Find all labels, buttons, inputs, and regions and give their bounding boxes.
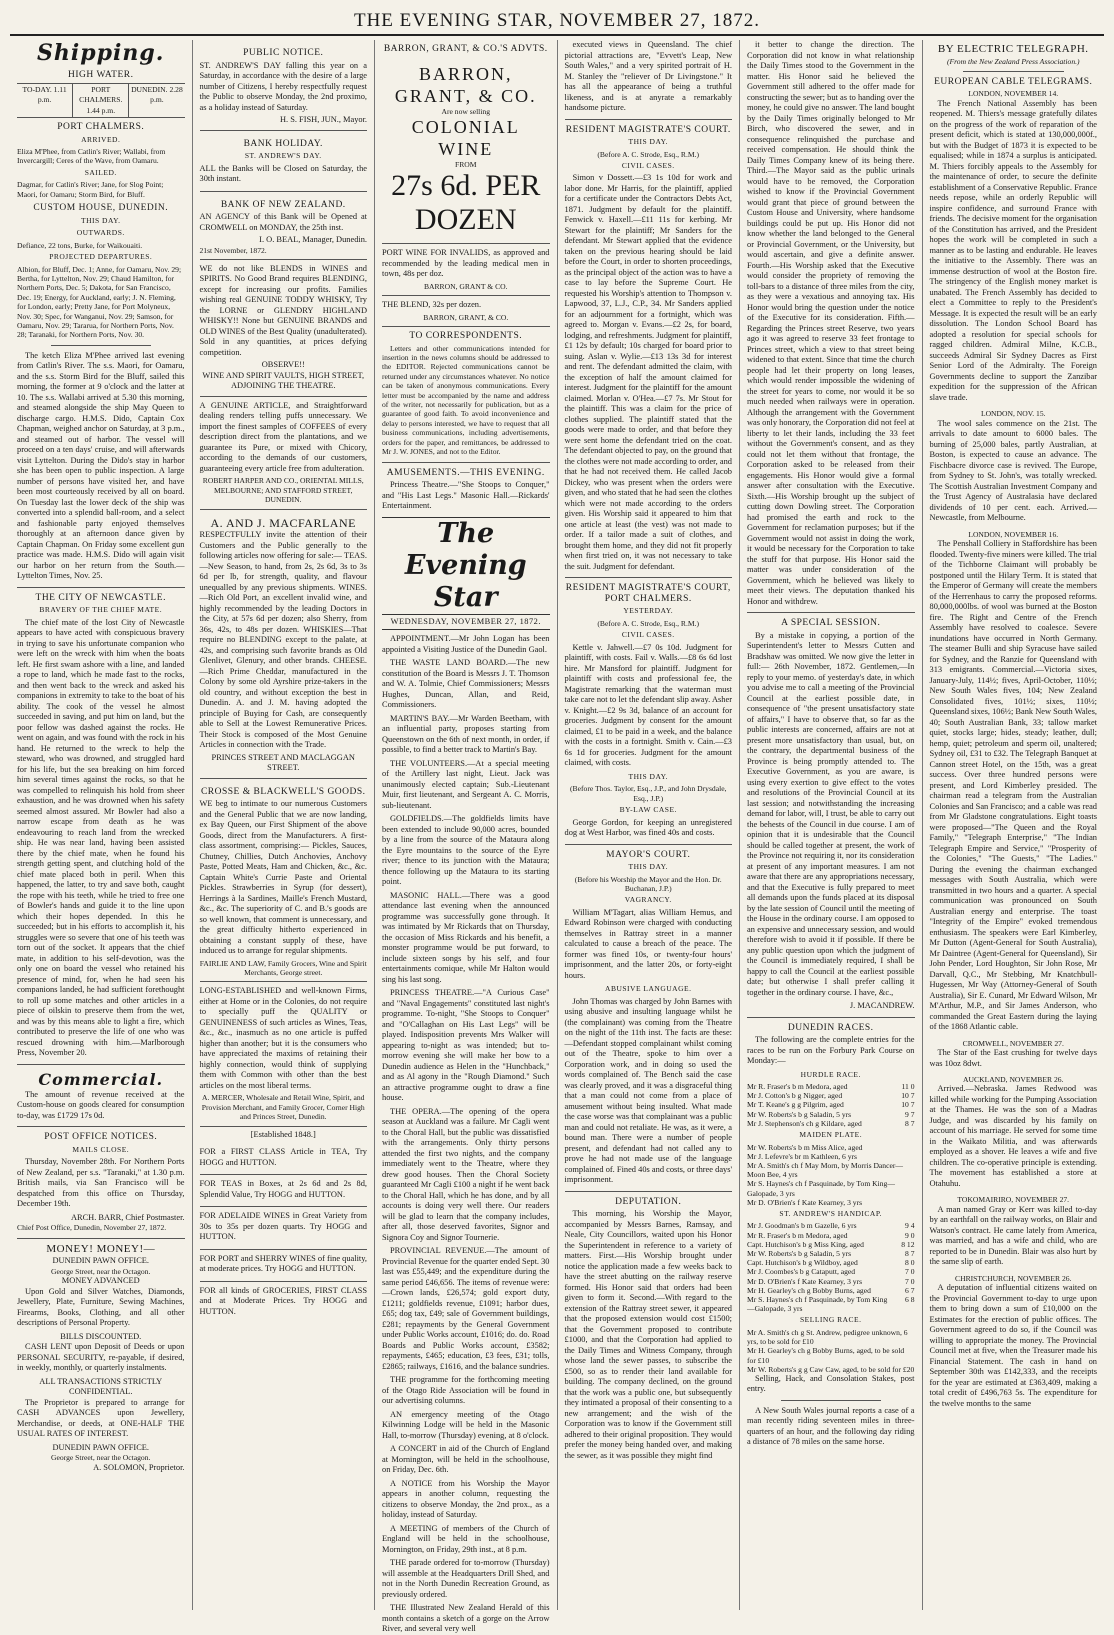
entry-name: Mr H. Gearley's ch g Bobby Burns, aged, to be sold for £10	[747, 1346, 905, 1365]
newcastle-subheading: BRAVERY OF THE CHIEF MATE.	[39, 605, 163, 615]
tide-cell: PORT CHALMERS. 1.44 p.m.	[73, 84, 129, 118]
entry-weight: 7 0	[905, 1267, 915, 1277]
entry-name: Mr R. Fraser's b m Medora, aged	[747, 1230, 848, 1240]
telegram-item	[930, 409, 1098, 523]
divider	[565, 119, 733, 120]
crosse-ad	[200, 779, 368, 983]
bnz-date: 21st November, 1872.	[199, 245, 267, 255]
news-paragraph: THE OPERA.—The opening of the opera season at Auckland was a failure. Mr Cagli went to the Choral Hall, but the public was dissatisfied with the arrangements. Only thirty persons attended the first two nights, and the company immediately went to the Theatre, where they drew good houses. Then the Choral Society guaranteed Mr Cagli £100 a night if he went back to the Choral Hall, which he has done, and by all accounts is doing very well there. Our readers will be glad to learn that the company includes, after all, those deserved favorites, Signor and Signora Coy and Signor Tournerie.	[382, 1106, 550, 1242]
telegram-item	[930, 1274, 1098, 1409]
vagrancy-heading: VAGRANCY.	[624, 895, 672, 905]
divider	[565, 577, 733, 578]
commercial-article: The amount of revenue received at the Custom-house on goods cleared for consumption to-day, was £1729 17s 0d.	[17, 1089, 185, 1120]
telegram-item	[930, 1075, 1098, 1189]
table-row	[747, 1119, 915, 1128]
divider	[565, 1191, 733, 1192]
pawn-office-address-2: George Street, near the Octagon.	[51, 1453, 151, 1463]
blend-body: THE BLEND, 32s per dozen.	[382, 300, 482, 310]
macandrew-signature: J. MACANDREW.	[849, 1001, 915, 1010]
column-2	[193, 40, 376, 1610]
entry-name: Capt. Hutchison's b g Wildboy, aged	[747, 1258, 858, 1268]
before-2: (Before Thos. Taylor, Esq., J.P., and John Drysdale, Esq., J.P.)	[570, 784, 727, 803]
races-heading: DUNEDIN RACES.	[787, 1022, 874, 1033]
news-paragraph: THE WASTE LAND BOARD.—The new constitution of the Board is Messrs J. T. Thomson and W. A. Tolmie, Chief Commissioners; Messrs Hughes, Duncan, Allan, and Reid, Commissioners.	[382, 658, 550, 709]
hutton-ad-text: FOR ADELAIDE WINES in Great Variety from 30s to 35s per dozen quarts. Try HOGG and HUTTON.	[199, 1211, 367, 1242]
column-1	[10, 40, 193, 1610]
entry-weight: 10 7	[901, 1100, 915, 1110]
news-paragraph: APPOINTMENT.—Mr John Logan has been appointed a Visiting Justice of the Dunedin Gaol.	[382, 634, 550, 654]
coffee-ad	[200, 397, 368, 510]
selling-race-table	[747, 1328, 915, 1374]
telegram-body: The wool sales commence on the 21st. The arrivals to date amount to 6000 bales. The burning of 25,000 bales, partly Australian, at Boston, is expected to cause an advance. The Fischbacre divorce case is revived. The Europe, from Sydney to St. John's, was totally wrecked. The Scottish Australian Investment Company and the Trust Agency of Australasia have declared dividends of 10 per cent. each. Arrived.—Newcastle, from Melbourne.	[929, 418, 1097, 523]
rm-court-body: Simon v Dossett.—£3 1s 10d for work and labor done. Mr Harris, for the plaintiff, applied for a certificate under the Contractors Debts Act, 1871. Judgment by default for the plaintiff. Fenwick v. Haxell.—£11 11s for kerbing. Mr Stewart for the plaintiff; Mr Sanders for the defendant. Mr Stewart applied that the evidence taken on the previous hearing should be laid before the Court, in order to shorten proceedings, as the principal object of the action was to have a case to lay before the Supreme Court. He requested his Worship's attention to Thompson v. Lapwood, 37, L.J., C.P., 34. Mr Sanders applied for an adjournment for a fortnight, which was agreed to. Morgan v. Evans.—£2 2s, for board, lodging, and refreshments. Judgment for plaintiff, £1 12s by default; 10s charged for board prior to suing. Aslan v. Wylie.—£13 13s 3d for interest and rent. The defendant admitted the claim, with the exception of half the amount claimed for interest. Judgment for the plaintiff for the amount claimed. Morlan v. O'Hea.—£7 7s. Mr Stout for the plaintiff. This was a claim for the price of clothes supplied. The plaintiff stated that the goods were made to order, and that before they were sent home the defendant tried on the coat. The defendant objected to pay, on the ground that the clothes were not made according to order, and that he had not received them. He called Jacob Dickey, who was present when the orders were given, and who stated that he had seen the clothes which were not made according to the orders given. His Worship said it appeared to him that one article at least (the vest) was not made to order. If a tailor made a suit of clothes, and brought them home, and they did not fit properly when first tried on, it was not necessary to take the suit. Judgment for defendant.	[564, 173, 732, 571]
entry-name: Mr J. Goodman's b m Gazelle, 6 yrs	[747, 1221, 857, 1231]
blend-signature: BARRON, GRANT, & CO.	[423, 312, 509, 322]
telegram-dateline: TOKOMAIRIRO, NOVEMBER 27.	[957, 1195, 1070, 1205]
entry-name: Mr J. Stephenson's ch g Kildare, aged	[747, 1118, 862, 1128]
divider	[963, 71, 1064, 72]
proprietor-signature: A. SOLOMON, Proprietor.	[93, 1462, 185, 1472]
macfarlane-body: RESPECTFULLY invite the attention of their Customers and the Public generally to the following articles now offering for sale:— TEAS.—New Season, to hand, from 2s, 2s 6d, 3s to 3s 6d per lb, for strength, quality, and flavour unequalled by any previous shipments. WINES.—Rich Old Port, an excellent invalid wine, and highly recommended by the leading Doctors in the City, at 57s 6d per dozen; also Sherry, from 36s, 42s, to 48s per dozen. WHISKIES—That require no BLENDING except to the palate, at 42s, and comprising such favorite brands as Old Glenlivet, Glenury, and other brands. CHEESE.—Rich Prime Cheddar, manufactured in the Colony by some old Ayrshire prize-takers in the old country, and without exception the best in Dunedin. A. and J. M. having adopted the principle of Buying for Cash, are consequently able to Sell at the Lowest Remunerative Prices. Their Stock is composed of the Most Genuine Articles in connection with the Trade.	[199, 530, 367, 750]
races-intro: The following are the complete entries for the races to be run on the Forbury Park Course on Monday:—	[747, 1035, 915, 1065]
special-session-body: By a mistake in copying, a portion of the Superintendent's letter to Messrs Cutten and Bradshaw was omitted. We now give the letter in full:— 26th November, 1872. Gentlemen,—In reply to your memo. of yesterday's date, in which you advise me to call a meeting of the Provincial Council at the earliest possible date, in consequence of "the present unsatisfactory state of affairs," I have to observe that, so far as the public interests are concerned, affairs are not at present more unsatisfactory than usual, but, on the contrary, the departmental business of the Province is being promptly attended to. The Executive Government, as you are aware, is using every exertion to give effect to the votes and resolutions of the Provincial Council at its last session; and notwithstanding the increasing demand for labor, will, I trust, be able to carry out the behests of the Council in due course. I am of opinion that it is undesirable that the Council should be called together at present, the work of the Province not requiring it, nor its consideration at present of any important measures. I am not aware that there are any appropriations necessary, and that the Executive is fully prepared to meet all demands upon the funds placed at its disposal by the late session of Council until the meeting of the House in the ordinary course. I am opposed to an expensive and unnecessary session, and would therefore wish to avoid it if possible. If there be any public question upon which the judgment of the Council is immediately required, I shall be happy to call the Council at the earliest possible date; but otherwise I shall prefer calling it together in the ordinary course. I have, &c.,	[747, 630, 915, 997]
public-notice-ad	[200, 40, 368, 131]
rmpc-civil-heading: CIVIL CASES.	[621, 630, 675, 640]
hutton-ad-text: FOR TEAS in Boxes, at 2s 6d and 2s 8d, Splendid Value, Try HOGG and HUTTON.	[199, 1179, 367, 1199]
deputation-heading: DEPUTATION.	[615, 1196, 682, 1207]
vagrancy-body: William M'Tagart, alias William Hemus, and Edward Robinson were charged with conducting themselves in Rattray street in a manner calculated to cause a breach of the peace. The former was fined 10s, or twenty-four hours' imprisonment, and the latter 20s, or forty-eight hours.	[564, 907, 732, 980]
news-paragraph: MARTIN'S BAY.—Mr Warden Beetham, with an influential party, proposes starting from Queenstown on the 6th of next month, in order, if possible, to find a better track to Martin's Bay.	[382, 713, 550, 754]
high-water-heading: HIGH WATER.	[68, 70, 134, 80]
entry-name: Mr W. Roberts's b m Miss Alice, aged	[747, 1142, 863, 1152]
post-office-date: Chief Post Office, Dunedin, November 27, 1872.	[17, 1223, 167, 1233]
divider	[17, 1238, 185, 1239]
entry-weight: 8 7	[905, 1118, 915, 1128]
tide-cell: DUNEDIN. 2.28 p.m.	[131, 84, 183, 104]
this-day-2: THIS DAY.	[628, 771, 668, 781]
pawn-office-name-2: DUNEDIN PAWN OFFICE.	[52, 1442, 149, 1452]
table-row	[747, 1240, 915, 1249]
mayors-before: (Before his Worship the Mayor and the Hon. Dr. Buchanan, J.P.)	[574, 874, 722, 894]
civil-cases-heading: CIVIL CASES.	[621, 160, 675, 170]
mercer-signature: A. MERCER, Wholesale and Retail Wine, Spirit, and Provision Merchant, and Family Grocer, Corner High and Princes Street, Dunedin.	[201, 1093, 365, 1122]
barron-ads-heading: BARRON, GRANT, & CO.'S ADVTS.	[383, 44, 548, 54]
mayors-court-heading: MAYOR'S COURT.	[606, 849, 691, 860]
bills-discounted: BILLS DISCOUNTED.	[60, 1331, 142, 1341]
vaults-label: WINE AND SPIRIT VAULTS, HIGH STREET, ADJOINING THE THEATRE.	[202, 370, 365, 391]
telegram-dateline: LONDON, NOVEMBER 14.	[968, 89, 1059, 99]
crosse-heading: CROSSE & BLACKWELL'S GOODS.	[200, 786, 366, 797]
abusive-heading: ABUSIVE LANGUAGE.	[605, 984, 692, 994]
bylaw-heading: BY-LAW CASE.	[619, 805, 677, 815]
entry-weight: 9 0	[905, 1230, 915, 1240]
telegram-dateline: CROMWELL, NOVEMBER 27.	[962, 1038, 1064, 1048]
bank-holiday-heading: BANK HOLIDAY.	[243, 138, 323, 149]
columns	[10, 40, 1104, 1633]
entry-name: Capt. Hutchison's b g Miss King, aged	[747, 1239, 864, 1249]
entry-name: Mr R. Fraser's b m Medora, aged	[747, 1082, 848, 1091]
bnz-signature: I. O. BEAL, Manager, Dunedin.	[259, 235, 367, 244]
blends-body: WE do not like BLENDS in WINES and SPIRITS. No Good Brand requires BLENDING, except for increasing our profits. Families wishing real GENUINE TODDY WHISKY, Try the LORNE or GLENDRY HIGHLAND WHISKY!! None but GENUINE BRANDS and OLD WINES of the Best Quality (unadulterated). Sold in any quantities, at prices defying competition.	[199, 263, 367, 357]
established-label: [Established 1848.]	[250, 1129, 316, 1139]
wine-price: 27s 6d. PER DOZEN	[391, 169, 541, 237]
entry-name: Mr W. Roberts's g g Caw Caw, aged, to be sold for £20	[747, 1364, 915, 1374]
colonial-wine: COLONIAL WINE	[411, 116, 520, 159]
this-day-label: THIS DAY.	[80, 215, 121, 225]
sailed-list: Dagmar, for Catlin's River; Jane, for Slog Point; Maori, for Oamaru; Storm Bird, for Bluff.	[17, 180, 164, 199]
cable-heading: EUROPEAN CABLE TELEGRAMS.	[934, 76, 1093, 87]
entry-name: Mr D. O'Brien's f Kate Kearney, 3 yrs	[747, 1197, 863, 1207]
shipping-heading: Shipping.	[37, 40, 165, 66]
divider	[17, 587, 185, 588]
telegram-body: A deputation of influential citizens waited on the Provincial Government to-day to urge upon them to bring down a sum of £10,000 on the Estimates for the erection of public offices. The Government agreed to do so, if the Council was willing to appropriate the money. The Provincial Council met at five, when the Treasurer made his Financial Statement. The cash in hand on September 30th was £142,333, and the receipts for the year are estimated at £363,409, making a total credit of £496,763 5s. The expenditure for the twelve months to the same	[929, 1283, 1097, 1408]
table-row	[747, 1082, 915, 1091]
crosse-signature: FAIRLIE AND LAW, Family Grocers, Wine and Spirit Merchants, George street.	[199, 958, 367, 978]
amusements-heading: AMUSEMENTS.—THIS EVENING.	[386, 467, 545, 478]
customs-heading: CUSTOM HOUSE, DUNEDIN.	[33, 203, 169, 214]
blends-ad	[200, 260, 368, 397]
column-3	[375, 40, 558, 1633]
entry-name: Mr W. Roberts's b g Saladin, 5 yrs	[747, 1109, 852, 1119]
table-row	[747, 1110, 915, 1119]
hutton-ad-text: FOR a FIRST CLASS Article in TEA, Try HOGG and HUTTON.	[199, 1147, 367, 1167]
table-row	[747, 1258, 915, 1267]
outwards-list: Defiance, 22 tons, Burke, for Waikouaiti.	[17, 240, 143, 250]
entry-weight: 11 0	[901, 1082, 915, 1091]
telegram-item	[930, 1195, 1098, 1267]
commercial-heading: Commercial.	[38, 1069, 164, 1089]
issue-dateline: WEDNESDAY, NOVEMBER 27, 1872.	[382, 617, 550, 631]
rm-this-day: THIS DAY.	[628, 137, 668, 146]
projected-list: Albion, for Bluff, Dec. 1; Anne, for Oamaru, Nov. 29; Bertha, for Lyttelton, Nov. 29; Chaud Hamilton, for Northern Ports, Dec. 5; Dakota, for San Francisco, Dec. 19; Energy, for Auckland, early; J. N. Fleming, for London, early; Pretty Jane, for Port Molyneux, Nov. 30; Spec, for Wanganui, Nov. 29; Samson, for Oamaru, Nov. 29; Tararua, for Northern Ports, Nov. 28; Taranaki, for Northern Ports, Nov. 30.	[17, 264, 182, 340]
special-session-heading: A SPECIAL SESSION.	[781, 618, 881, 628]
money-heading: MONEY! MONEY!—	[46, 1242, 156, 1255]
hurdle-race-heading: HURDLE RACE.	[800, 1069, 861, 1079]
port-heading: PORT CHALMERS.	[57, 122, 145, 132]
hutton-ad-2	[200, 1175, 368, 1207]
news-paragraph: A NOTICE from his Worship the Mayor appears in another column, requesting the citizens to observe Monday, the 2nd prox., as a holiday, instead of Saturday.	[382, 1478, 550, 1519]
macfarlane-heading: A. AND J. MACFARLANE	[210, 515, 356, 530]
princes-street-label: PRINCES STREET AND MACLAGGAN STREET.	[211, 752, 355, 773]
entry-weight: 8 12	[901, 1239, 915, 1249]
news-paragraph: A MEETING of members of the Church of England will be held in the schoolhouse, Mornington, on Friday, 29th inst., at 8 p.m.	[382, 1523, 550, 1554]
port-wine-body: PORT WINE FOR INVALIDS, as approved and recommended by the leading medical men in town, 48s per doz.	[382, 248, 550, 279]
entry-name: Mr S. Haynes's ch f Pasquinade, by Tom King—Galopade, 3 yrs	[747, 1295, 888, 1314]
entry-weight: 8 7	[905, 1249, 915, 1259]
news-paragraph: THE VOLUNTEERS.—At a special meeting of the Artillery last night, Lieut. Jack was unanimously elected captain; Sub.-Lieutenant Muir, first lieutenant, and Sergeant A. C. Morris, sub-lieutenant.	[382, 758, 550, 810]
news-paragraph: MASONIC HALL.—There was a good attendance last evening when the announced programme was successfully gone through. It was intimated by Mr Rickards that on Thursday, the occasion of Miss Rickards and his benefit, a monster programme would be put forward, to include sixteen songs by his self, and four entertainments comique, while Mr Halton would sing his last song.	[382, 890, 550, 984]
telegram-body: A man named Gray or Kerr was killed to-day by an earthfall on the railway works, on Blair and Watson's contract. He came lately from America, was married, and has a wife and child, who are reported to be in Dunedin. Blair was also hurt by the same slip of earth.	[929, 1204, 1097, 1267]
mayor-signature: H. S. FISH, JUN., Mayor.	[279, 115, 367, 124]
table-row	[747, 1267, 915, 1276]
table-row	[747, 1091, 915, 1100]
amusements-body: Princess Theatre.—"She Stoops to Conquer," and "His Last Legs." Masonic Hall.—Rickards' Entertainment.	[382, 480, 550, 510]
bank-holiday-ad	[200, 131, 368, 192]
divider	[565, 844, 733, 845]
rmpc-body: Kettle v. Jahwell.—£7 0s 10d. Judgment for plaintiff, with costs. Fail v. Walls.—£8 6s 6d lost hire. Mr Mansford for plaintiff. Judgment for plaintiff with costs and professional fee, the Magistrate remarking that the waterman must take care not to let the defendant slip away. Asher v. Knight.—£2 9s 3d, balance of an account for groceries. Judgment by consent for the amount claimed, £1 to be paid in a week, and the balance with the costs in a fortnight. Smith v. Cain.—£3 6s 1d for groceries. Judgment for the amount claimed, with costs.	[564, 642, 732, 768]
correspondents-body: Letters and other communications intended for insertion in the news columns should be addressed to the EDITOR. Rejected communications cannot be returned under any circumstances whatever. No notice can be taken of anonymous communications. Every letter must be accompanied by the name and address of the writer, not necessarily for publication, but as a guarantee of good faith. To avoid inconvenience and delay to persons interested, we have to request that all business communications, including advertisements, orders for the paper, and remittances, be addressed to Mr J. W. JONES, and not to the Editor.	[382, 343, 550, 457]
from-label: FROM	[454, 159, 477, 169]
news-paragraph: THE parade ordered for to-morrow (Thursday) will assemble at the Headquarters Drill Shed, and not in the North Dunedin Recreation Ground, as previously ordered.	[382, 1558, 550, 1599]
confidential: ALL TRANSACTIONS STRICTLY CONFIDENTIAL.	[39, 1376, 163, 1397]
table-row	[747, 1249, 915, 1258]
telegram-dateline: AUCKLAND, NOVEMBER 26.	[963, 1075, 1064, 1085]
deputation-body: This morning, his Worship the Mayor, accompanied by Messrs Barnes, Ramsay, and Neale, City Councillors, waited upon his Honor the Superintendent in reference to a variety of matters. First.—His Worship brought under notice the application made a few weeks back to have the street abutting on the railway reserve formed. His Honor said that orders had been given to form it. Second.—With regard to the extension of the Rattray street sewer, it appeared that the proposed extension would cost £1500; that the Government proposed to contribute £1000, and that the Corporation had applied to the Daily Times and Witness Company, through whose land the sewer passes, to subscribe the £500, so as to render their land available for building. The company declined, on the ground that the work was a public one, but subsequently they intimated a proposal of their consenting to a new arrangement; and the wish of the Corporation was to know if the Government still adhered to their original proposition. They would prefer the money being handed over, and making the sewer, as it was possible they might find	[564, 1209, 732, 1460]
arrived-list: Eliza M'Phee, from Catlin's River; Wallabi, from Invercargill; Ceres of the Wave, from Oamaru.	[17, 147, 166, 166]
table-row	[747, 1198, 915, 1207]
pawn-office-address: George Street, near the Octagon.	[51, 1266, 151, 1276]
hutton-ad-text: FOR PORT and SHERRY WINES of fine quality, at moderate prices. Try HOGG and HUTTON.	[199, 1253, 367, 1274]
telegram-body: The Star of the East crushing for twelve days was 10oz 8dwt.	[929, 1048, 1097, 1068]
telegram-body: The French National Assembly has been reopened. M. Thiers's message gratefully dilates on the progress of the work of reparation of the present deficit, which is stated at 130,000,000f., but with the Budget of 1873 it is expected to be equalised; while in 1874 a surplus is anticipated. M. Thiers forcibly appeals to the Assembly for the maintenance of order, to secure the definite establishment of a Conservative Republic. France needs repose, while an orderly Republic will inspire confidence, and surround France with friends. The decisive moment for the organisation of the Constitution has arrived, and the President hopes the work will be completed in such a manner as to be lasting and endurable. He leaves the initiative to the Assembly. There was an immense destruction of wool at the Boston fire. The stringency of the English money market is unabated. The French Assembly has decided to elect a Committee to reply to the President's Message. It is expected the result will be an early dissolution. The London School Board has adopted a resolution for special schools for ragged children. Admiral Milne, K.C.B., succeeds Admiral Sir Sydney Dacres as First Senior Lord of the Admiralty. The Foreign Governments decline to support the Zanzibar expedition for the suppression of the African slave trade.	[929, 98, 1097, 402]
observe-label: OBSERVE!!	[261, 360, 305, 370]
page-masthead: THE EVENING STAR, NOVEMBER 27, 1872.	[10, 8, 1104, 36]
mercer-body: LONG-ESTABLISHED and well-known Firms, either at Home or in the Colonies, do not require to specially puff the QUALITY or GENUINENESS of such articles as Wines, Teas, &c., &c., inasmuch as no one article is puffed higher than another; but it is the consumers who have appreciated the maxims of retaining their highly connection, would think of supplying them with Common with other than the best articles on the most liberal terms.	[199, 986, 367, 1090]
divider	[17, 1064, 185, 1065]
bnz-heading: BANK OF NEW ZEALAND.	[220, 199, 346, 210]
handicap-table	[747, 1221, 915, 1313]
crosse-body: WE beg to intimate to our numerous Customers and the General Public that we are now landing, ex Bay Queen, our First Shipment of the above Goods, direct from the Manufacturers. A first-class assortment, comprising:— Pickles, Sauces, Chutney, Chillies, Dutch Anchovies, Anchovy Paste, Potted Meats, Ham and Chicken, &c., &c. Captain White's Currie Paste and Oriental Pickles. Strawberries in Syrup (for dessert), Herrings à la Sardines, Maille's French Mustard, &c., &c. The superiority of C. and B.'s goods are so well known, that comment is unnecessary, and the great difficulty hitherto experienced in obtaining a constant supply of these, have induced us to arrange for regular shipments.	[199, 799, 367, 956]
coffee-signature: ROBERT HARPER AND CO., ORIENTAL MILLS, MELBOURNE; AND STAFFORD STREET, DUNEDIN.	[202, 476, 364, 505]
entry-weight: 6 7	[905, 1285, 915, 1295]
pawn-office-name: DUNEDIN PAWN OFFICE.	[52, 1256, 149, 1266]
money-advanced: MONEY ADVANCED	[61, 1276, 140, 1286]
barron-name: BARRON, GRANT, & CO.	[394, 63, 537, 106]
cash-lent: CASH LENT upon Deposit of Deeds or upon PERSONAL SECURITY, re-payable, if desired, in weekly, monthly, or quarterly instalments.	[17, 1342, 185, 1373]
entry-weight: 8 0	[905, 1258, 915, 1268]
bylaw-body: George Gordon, for keeping an unregistered dog at West Harbor, was fined 40s and costs.	[564, 817, 732, 838]
hutton-ad-4	[200, 1250, 368, 1282]
entry-name: Mr T. Keane's g g Pilgrim, aged	[747, 1100, 844, 1110]
entry-weight: 9 4	[905, 1221, 915, 1231]
table-row	[747, 1161, 915, 1179]
news-paragraph: PROVINCIAL REVENUE.—The amount of Provincial Revenue for the quarter ended Sept. 30 last was £55,449; and the expenditure during the same period £46,656. The items of revenue were:—Crown lands, £26,574; gold export duty, £1211; goldfields revenue, £1091; harbor dues, £65; dog tax, £49; sale of Government buildings, £281; repayments by the General Government under Public Works account, £1016; do. do. Road Boards and Public Works account, £3582; repayments, £465; education, £3 fees, £31; tolls, £2865; railways, £1616, and the balance sundries.	[382, 1246, 550, 1371]
newcastle-article: The chief mate of the lost City of Newcastle appears to have acted with conspicuous bravery in trying to save his unfortunate companion who were left on the wreck with him when the boats left. He first swam ashore with a line, and landed a rope to land, which he made fast to the rocks, and then went back to the wreck and asked his companions in extremity to take to the boat of his ability. The cook of the vessel he almost succeeded in saving, and put him on land, but the poor fellow was dashed against the rocks. He went on again, and was found with the rock in his hand. He returned to the wreck to help the steward, who was drowned, and struggled hard for his life, but the sea breaking on him forced him several times against the rocks, so that he was compelled to relinquish his hold from sheer exhaustion, and he was drowned when his safety seemed almost assured. Mr Bowler had also a narrow escape from death as he was endeavouring to reach land from the wrecked ship. He was near land, having been assisted there by the chief mate, when he found his strength getting spent, and clutching hold of the chief mate placed both in peril. When this happened, the latter, to try and save both, caught the rope with his teeth, while he tried to free one of Bowler's hands and guide it to the line upon which their hopes depended. In this he succeeded; but in his efforts to accomplish it, his struggles were so severe that one of his teeth was torn out of the socket. It appears that the chief mate, in addition to his self-devotion, was the only one on board the vessel who retained his presence of mind, for, when he had seen his companions landed, he had sufficient forethought to roll up some matches and other articles in a piece of oilskin to preserve them from the wet, and was by this means able to light a fire, which contributed to preserve the life of one who was rescued drowning with him.—Marlborough Press, November 20.	[17, 617, 185, 1058]
table-row	[747, 1179, 915, 1197]
entry-name: Mr A. Smith's ch f May Morn, by Morris Dancer—Moon Bee, 4 yrs	[747, 1160, 903, 1180]
column-4	[558, 40, 741, 1610]
tide-table	[17, 83, 185, 119]
entry-name: Mr W. Roberts's b g Saladin, 5 yrs	[747, 1249, 852, 1259]
telegram-dateline: LONDON, NOV. 15.	[980, 409, 1046, 419]
entry-name: Mr J. Lefevre's br m Kathleen, 6 yrs	[747, 1151, 857, 1161]
sailed-heading: SAILED.	[84, 167, 117, 177]
proprietor-notice: The Proprietor is prepared to arrange for CASH ADVANCES upon Jewellery, Merchandise, or deeds, at ONE-HALF THE USUAL RATES OF INTEREST.	[17, 1397, 185, 1439]
divider	[747, 612, 915, 613]
entry-weight: 7 0	[905, 1276, 915, 1286]
rm-before: (Before A. C. Strode, Esq., R.M.)	[597, 149, 700, 159]
entry-name: Mr J. Cotton's b g Nigger, aged	[747, 1091, 843, 1101]
hutton-ad-5	[200, 1282, 368, 1324]
table-row	[747, 1286, 915, 1295]
postmaster-signature: ARCH. BARR, Chief Postmaster.	[70, 1212, 185, 1222]
deputation-continued: it better to change the direction. The Corporation did not know in what relationship the Daily Times stood to the Government in the matter. His Honor said he believed the Government still adhered to the offer made for constructing the sewer; but as to handing over the money, he could give no answer. The land bought by the Daily Times originally belonged to Mr Birch, who discovered the sewer, and in consequence relinquished the purchase and received compensation. He should think the Daily Times Company knew of its being there. Third.—The Mayor said as the public urinals would have to be removed, the Corporation wished to know if the Provincial Government would grant that piece of ground between the Custom House and University, where handsome buildings could be put up. His Honor did not know whether the land belonged to the General or Provincial Government, or the University, but would ascertain, and give a definite answer. Fourth.—His Worship asked that the Executive would consider the propriety of removing the toll-bars to a distance of three miles from the city, as they were a vexatious and annoying tax. His Honor would bring the question under the notice of the Executive for its consideration. Fifth.—Regarding the Princes street Reserve, two years ago it was agreed to reserve 33 feet frontage to Princes street, which a view to that street being widened to that extent. Since that time the church people had let their property on long leases, which would render impossible the widening of the street for years to come, nor would it be so much needed when railways were in operation. Although the arrangement with the Government was only honorary, the Corporation did not feel at liberty to let their lands, including the 33 feet without the Government's consent, and as they could not let them without that frontage, the Corporation asked to be released from their engagements. His Honor would give a formal answer after consultation with the Executive. Sixth.—His Worship brought up the subject of cutting down Dowling street. The Corporation had promised the earth and rock to the Government for reclamation purposes; but if the Government would not assist in doing the work, it would be necessary for the Corporation to take the stuff for that purpose. His Honor said the matter was under consideration of the Government, which he believed was likely to meet their views. The deputation thanked his Honor and withdrew.	[747, 40, 915, 606]
abusive-body: John Thomas was charged by John Barnes with using abusive and insulting language whilst he (the complainant) was coming from the Theatre on the night of the 11th inst. The facts are these:—Defendant stopped complainant whilst coming out of the Theatre, spoke to him over a Corporation work, and in doing so used the words complained of. The Bench said the case was clearly proved, and it was a disgraceful thing that a man could not come from a place of amusement without being insulted. What made the case worse was that complainant was a public man and could not retaliate. He was, as it were, a bound man. There were a number of people present, and defendant had not called any to prove he had not made use of the language complained of. Fined 40s and costs, or three days' imprisonment.	[564, 996, 732, 1185]
rm-port-chalmers-heading: RESIDENT MAGISTRATE'S COURT, PORT CHALMERS.	[565, 583, 731, 604]
telegram-body: The Penshall Colliery in Staffordshire has been flooded. Twenty-five miners were killed. The trial of the Tichborne Claimant will probably be postponed until the Hilary Term. It is stated that the Emperor of Germany will create the members of the Herrenhaus to carry the proposed reforms. 80,000,000lbs. of wool was burned at the Boston fire. The Right and Centre of the French Assembly have resolved to coalesce. Severe inundations have occurred in North Germany. The steamer Bulli and ship Syracuse have sailed for Sydney, and the Ranzie for Queensland with 313 emigrants. Commercial.—Victoria sixes, January-July, 114½; fives, April-October, 110½; New South Wales fives, 104; New Zealand Consolidated fives, 101½; sixes, 110½; Queensland sixes, 106½; Bank New South Wales, 40; South Australian Bank, 33; tallow market quiet, stocks large; hides, steady; leather, dull; hemp, quiet; petroleum and sperm oil, unaltered; Sydney oil, £31 to £32. The Telegraph Banquet at Cannon street Hotel, on the 15th, was a great success. Over three hundred persons were present, and Lord Kimberley presided. The chairman read a telegram from the Australian Colonies and San Francisco; and a cable was read from Mr Gladstone congratulations. Eight toasts were proposed—"The Queen and the Royal Family," "Telegraph Enterprise," "The Indian Telegraph Empire and Service," "Prosperity of the Colonies," "The Guests," "The Ladies." During the evening the chairman exchanged messages with South Australia, which were transmitted in two hours and a quarter. A special communication was pronounced on South Australian energy and enterprise. The toast "Integrity of the Empire" evoked tremendous enthusiasm. The speakers were Earl Kimberley, Mr Dutton (Agent-General for South Australia), Mr Daintree (Agent-General for Queensland), Sir John Pender, Lord Houghton, Sir John Rose, Mr Darvall, Q.C., Mr Stebbing, Mr Knatchbull-Hugessen, Mr Way (Attorney-General of South Australia), Sir E. Cunard, Mr Edward Wilson, Mr M'Arthur, M.P., and Sir James Anderson, who commanded the Great Eastern during the laying of the 1868 Atlantic cable.	[929, 539, 1097, 1032]
colonial-wine-banner	[382, 57, 550, 245]
tide-cell: TO-DAY. 1.11 p.m.	[17, 84, 73, 118]
table-row	[747, 1152, 915, 1161]
entry-name: Mr D. O'Brien's f Kate Kearney, 3 yrs	[747, 1276, 863, 1286]
arrived-heading: ARRIVED.	[81, 134, 121, 144]
macfarlane-ad	[200, 510, 368, 779]
divider	[51, 345, 152, 346]
divider	[382, 462, 550, 463]
table-row	[747, 1221, 915, 1230]
public-notice-body: ST. ANDREW'S DAY falling this year on a Saturday, in accordance with the desire of a large number of Citizens, I hereby respectfully request the Public to observe Monday, the 2nd proximo, as a holiday instead of Saturday.	[199, 60, 367, 112]
telegram-dateline: LONDON, NOVEMBER 16.	[968, 529, 1059, 539]
entry-name: Mr A. Smith's ch g St. Andrew, pedigree unknown, 6 yrs, to be sold for £10	[747, 1327, 908, 1347]
news-paragraph: THE Illustrated New Zealand Herald of this month contains a sketch of a gorge on the Arrow River, and several very well	[382, 1603, 550, 1633]
telegram-body: Arrived.—Nebraska. James Redwood was killed while working for the Pumping Association at the Thames. He was the son of a Madras Judge, and was discarded by his family on account of his marriage. He served for some time in the Waikato Militia, and was afterwards employed as a shover. He leaves a wife and five children. The co-operative principle is extending. The movement has established a store at Otahuhu.	[929, 1084, 1097, 1188]
mails-notice: Thursday, November 28th. For Northern Ports of New Zealand, per s.s. "Taranaki," at 1.30 p.m. British mails, via San Francisco will be despatched from this office on Thursday, December 19th.	[17, 1157, 185, 1209]
maiden-plate-table	[747, 1143, 915, 1207]
shipping-article: The ketch Eliza M'Phee arrived last evening from Catlin's River. The s.s. Maori, for Oamaru, and the s.s. Storm Bird for the Bluff, sailed this morning, the former at 9 o'clock and the latter at 10. The s.s. Wallabi arrived at 5.30 this morning, and steamed alongside the ship May Queen to discharge cargo. H.M.S. Dido, Captain Cox Chapman, weighed anchor on Saturday, at 3 p.m., and steamed out of harbor. The vessel will proceed on a ten days' cruise, and will afterwards visit Lyttelton. During the Dido's stay in harbor she has been open to public inspection. A large number of persons have visited her, and have been most courteously received by all on board. On Tuesday last the lower deck of the ship was converted into a splendid ball-room, and a select and fashionable party enjoyed themselves thoroughly at an afternoon dance given by Captain Chapman. On Friday some excellent gun practice was made. H.M.S. Dido will again visit our harbor on her return from the South.—Lyttelton Times, Nov. 25.	[17, 350, 185, 581]
hutton-ad-1	[200, 1143, 368, 1175]
telegraph-heading: BY ELECTRIC TELEGRAPH.	[937, 43, 1089, 55]
entry-weight: 9 7	[905, 1109, 915, 1119]
rmpc-before: (Before A. C. Strode, Esq., R.M.)	[597, 618, 700, 628]
outwards-heading: OUTWARDS.	[76, 228, 125, 238]
correspondents-heading: TO CORRESPONDENTS.	[409, 331, 523, 342]
table-row	[747, 1365, 915, 1374]
evening-star-title: The Evening Star	[382, 517, 550, 615]
st-andrews-handicap-heading: ST. ANDREW'S HANDICAP.	[779, 1208, 883, 1218]
divider	[17, 1126, 185, 1127]
port-wine-ad	[382, 244, 550, 296]
news-paragraph: PRINCESS THEATRE.—"A Curious Case" and "Naval Engagements" constituted last night's programme. To-night, "She Stoops to Conquer" and "O'Callaghan on His Last Legs" will be played. Indisposition prevents Mrs Walker will appearing to-night as was intended; but to-morrow evening she will make her bow to a Dunedin audience as Helen in the "Hunchback," and as Al agony in the "Rough Diamond." Such an attractive programme ought to draw a fine house.	[382, 988, 550, 1102]
mayors-this-day: THIS DAY.	[628, 862, 668, 872]
races-note: Selling, Hack, and Consolation Stakes, post entry.	[747, 1373, 915, 1394]
mercer-ad	[200, 982, 368, 1126]
money-body: Upon Gold and Silver Watches, Diamonds, Jewellery, Plate, Furniture, Sewing Machines, Firearms, Books, Clothing, and all other descriptions of Personal Property.	[17, 1286, 185, 1328]
port-wine-signature: BARRON, GRANT & CO.	[423, 281, 508, 291]
maiden-plate-heading: MAIDEN PLATE.	[799, 1130, 863, 1140]
newcastle-heading: THE CITY OF NEWCASTLE.	[35, 592, 166, 603]
entry-name: Mr H. Gearley's ch g Bobby Burns, aged	[747, 1285, 871, 1295]
table-row	[747, 1143, 915, 1152]
news-paragraph: GOLDFIELDS.—The goldfields limits have been extended to include 90,000 acres, bounded by a line from the source of the Mataura along the Eyre mountains to the source of the Eyre river; thence to its junction with the Mataura; thence following up the Mataura to its starting point.	[382, 814, 550, 886]
continued-paragraph: executed views in Queensland. The chief pictorial attractions are, "Evvett's Leap, New South Wales," and a very spirited portrait of H. M. Stanley the "reliever of Dr Livingstone." It has all the appearance of being a truthful likeness, and is at anyrate a remarkably handsome picture.	[564, 40, 732, 112]
table-row	[747, 1231, 915, 1240]
hurdle-race-table	[747, 1082, 915, 1128]
bnz-ad	[200, 192, 368, 260]
rm-court-heading: RESIDENT MAGISTRATE'S COURT.	[565, 124, 731, 135]
st-andrews-body: ALL the Banks will be Closed on Saturday, the 30th instant.	[199, 163, 367, 183]
table-row	[747, 1100, 915, 1109]
table-row	[747, 1277, 915, 1286]
news-paragraph: AN emergency meeting of the Otago Kilwinning Lodge will be held in the Masonic Hall, to-morrow (Thursday) evening, at 8 o'clock.	[382, 1409, 550, 1440]
column-5	[740, 40, 923, 1610]
news-paragraph: THE programme for the forthcoming meeting of the Otago Ride Association will be found in our advertising columns.	[382, 1375, 550, 1405]
mails-heading: MAILS CLOSE.	[72, 1144, 130, 1154]
public-notice-heading: PUBLIC NOTICE.	[243, 48, 324, 58]
entry-weight: 6 8	[905, 1295, 915, 1305]
projected-heading: PROJECTED DEPARTURES.	[49, 252, 153, 262]
coffee-body: A GENUINE ARTICLE, and Straightforward dealing renders telling puffs unnecessary. We import the finest samples of COFFEES of every description direct from the plantations, and we guarantee its Pure, or mixed with Chicory, according to the demands of our customers, guaranteeing every article free from adulteration.	[199, 400, 367, 473]
entry-name: Mr J. Coombes's b g Cataputt, aged	[747, 1267, 856, 1277]
press-association-note: (From the New Zealand Press Association.)	[946, 56, 1080, 66]
post-office-heading: POST OFFICE NOTICES.	[44, 1132, 158, 1143]
table-row	[747, 1295, 915, 1313]
telegram-dateline: CHRISTCHURCH, NOVEMBER 26.	[955, 1273, 1072, 1283]
telegram-item	[930, 1039, 1098, 1069]
st-andrews-heading: ST. ANDREW'S DAY.	[244, 151, 322, 160]
divider	[747, 1017, 915, 1018]
telegram-item	[930, 530, 1098, 1033]
now-selling: Are now selling	[441, 106, 490, 116]
hutton-ad-3	[200, 1207, 368, 1250]
rmpc-yesterday: YESTERDAY.	[623, 606, 674, 616]
news-paragraph: A CONCERT in aid of the Church of England at Mornington, will be held in the schoolhouse, on Friday, Dec. 6th.	[382, 1444, 550, 1474]
entry-weight: 10 7	[901, 1091, 915, 1101]
column-6	[923, 40, 1105, 1610]
selling-race-heading: SELLING RACE.	[800, 1315, 862, 1325]
divider	[781, 1400, 882, 1401]
nsw-paragraph: A New South Wales journal reports a case of a man recently riding seventeen miles in three-quarters of an hour, and the following day riding a distance of 78 miles on the same horse.	[747, 1405, 915, 1447]
table-row	[747, 1346, 915, 1364]
hutton-ad-text: FOR all kinds of GROCERIES, FIRST CLASS and at Moderate Prices. Try HOGG and HUTTON.	[199, 1285, 367, 1316]
blend-ad	[382, 296, 550, 327]
bnz-body: AN AGENCY of this Bank will be Opened at CROMWELL on MONDAY, the 25th inst.	[199, 212, 367, 232]
table-row	[747, 1328, 915, 1346]
telegram-item	[930, 89, 1098, 403]
entry-name: Mr S. Haynes's ch f Pasquinade, by Tom King—Galopade, 3 yrs	[747, 1179, 895, 1198]
